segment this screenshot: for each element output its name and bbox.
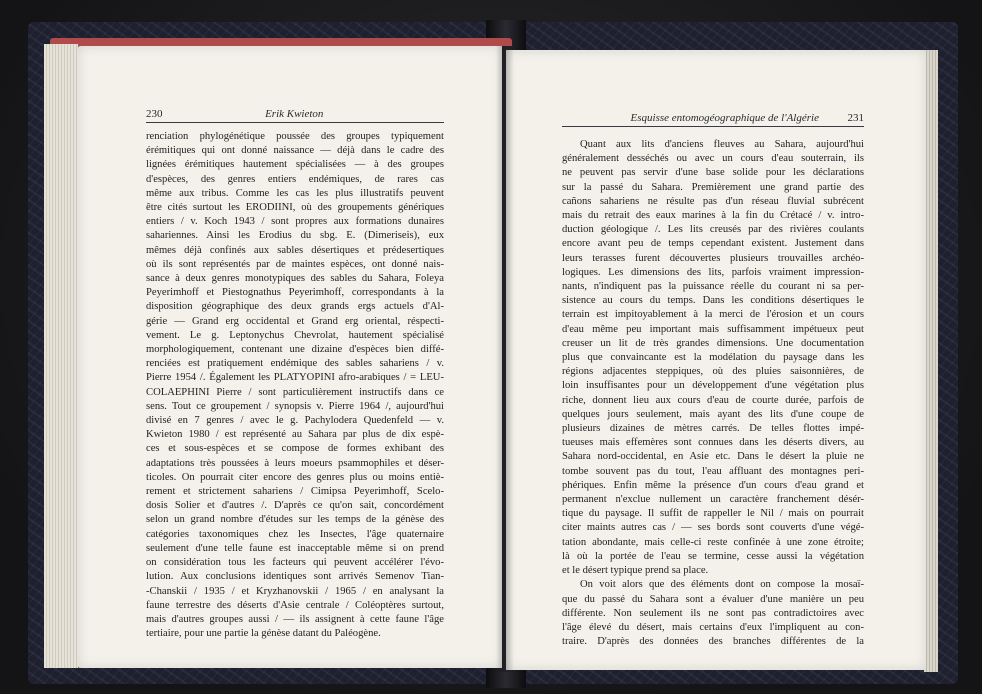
text-line: traire. D'après des données des branches différentes de la <box>562 636 864 648</box>
text-line: tation abondante, mais celle-ci reste confinée à une zone étroite; <box>562 536 864 548</box>
text-line: Kwieton 1980 / est représenté au Sahara par plus de dix espè- <box>146 429 444 441</box>
page-number: 231 <box>847 112 864 124</box>
text-line: d'espèces, des genres entiers endémiques, de rares cas <box>146 173 444 185</box>
text-line: et le désert typique prend sa place. <box>562 565 709 577</box>
text-line: selon un grand nombre d'études sur les temps de la génèse des <box>146 514 444 526</box>
text-line: tique du paysage. Il suffit de rappeller le Nil / mais on pourrait <box>562 508 864 520</box>
text-line: phériques. Enfin même la présence d'un cours d'eau grand et <box>562 479 864 491</box>
text-line: mais du retrait des eaux marines à la fin du Crétacé / v. intro- <box>562 210 864 222</box>
text-line: dosis Solier et d'autres /. D'après ce qu'on sait, concordément <box>146 500 444 512</box>
page-number: 230 <box>146 108 163 120</box>
running-title: Erik Kwieton <box>265 108 324 120</box>
text-line: tueuses mais effemères sont connues dans les déserts divers, au <box>562 437 864 449</box>
running-title: Esquisse entomogéographique de l'Algérie <box>630 112 819 124</box>
text-line: différente. Non seulement ils ne sont pas contradictoires avec <box>562 607 864 619</box>
text-line: sistence au cours du temps. Dans les conditions désertiques le <box>562 295 864 307</box>
text-line: être cités surtout les ERODIINI, où des groupements génériques <box>146 202 444 214</box>
text-line: terrain est impitoyablement à la merci de l'érosion et un cours <box>562 309 864 321</box>
text-line: Peyerimhoff et Piestognathus Peyerimhoff, correspondants à la <box>146 287 444 299</box>
text-line: que du passé du Sahara sont a évaluer d'une manière un peu <box>562 593 864 605</box>
text-line: adaptations très poussées à leurs moeurs psammophiles et déser- <box>146 457 444 469</box>
text-line: ces et sous-espèces et se compose de formes exhibant des <box>146 443 444 455</box>
text-line: d'eau même peu important mais suffisamment impétueux peut <box>562 323 864 335</box>
text-line: logiques. Les dimensions des lits, parfois vraiment impression- <box>562 266 864 278</box>
left-body-text <box>146 130 444 641</box>
text-line: On voit alors que des éléments dont on compose la mosaï- <box>580 579 864 591</box>
text-line: on considération tous les facteurs qui peuvent accélérer l'évo- <box>146 557 444 569</box>
text-line: là où la portée de l'eau se termine, cesse aussi la végétation <box>562 550 864 562</box>
text-line: sahariennes. Ainsi les Erodius du sbg. E. (Dimeriseis), eux <box>146 230 444 242</box>
text-line: plus que convaincante est la modélation du paysage dans les <box>562 352 864 364</box>
text-line: -Chanskii / 1935 / et Kryzhanovskii / 1965 / en analysant la <box>146 585 444 597</box>
text-line: seulement d'une telle faune est inacceptable même si on prend <box>146 542 444 554</box>
text-line: renciées est pratiquement endémique des sables sahariens / v. <box>146 358 444 370</box>
text-line: ne peuvent pas servir d'une base solide pour les déclarations <box>562 167 864 179</box>
text-line: tombe souvent pas du tout, l'eau affluant des montagnes peri- <box>562 465 864 477</box>
text-line: permanent n'exclue nullement un caractère franchement désér- <box>562 494 864 506</box>
text-line: rement et strictement sahariens / Cimipsa Peyerimhoff, Scelo- <box>146 486 444 498</box>
text-line: plusieurs dizaines de mètres carrés. De telles flottes impé- <box>562 423 864 435</box>
text-line: citer maints autres cas / — ses bords sont couverts d'une végé- <box>562 522 864 534</box>
text-line: loin insuffisantes pour un développement d'une végétation plus <box>562 380 864 392</box>
text-line: érémitiques qui ont donné naissance — déjà dans le cadre des <box>146 145 444 157</box>
text-line: où ils sont représentés par de maintes espèces, ont donné nais- <box>146 258 444 270</box>
text-line: quelques jours seulement, mais ayant des lits d'une coupe de <box>562 408 864 420</box>
text-line: Quant aux lits d'anciens fleuves au Sahara, aujourd'hui <box>580 139 864 150</box>
text-line: tertiaire, pour une partie la génèse datant du Paléogène. <box>146 628 381 640</box>
text-line: mêmes déjà confinés aux sables désertiques et prédesertiques <box>146 244 444 256</box>
red-page-edge <box>50 38 512 46</box>
left-page <box>78 46 502 668</box>
text-line: duction géologique /. Les lits creusés par des rivières coulants <box>562 224 864 236</box>
text-line: sance à deux genres monotypiques des sables du Sahara, Foleya <box>146 273 444 285</box>
right-running-head <box>562 110 864 127</box>
text-line: mais d'autres groupes aussi / — ils assignent à cette faune l'âge <box>146 613 444 625</box>
right-page-stack <box>924 50 938 672</box>
text-line: riche, donnent lieu aux cours d'eau de courte durée, parfois de <box>562 394 864 406</box>
text-line: renciation phylogénétique poussée des groupes typiquement <box>146 131 444 142</box>
left-running-head <box>146 106 444 123</box>
text-line: vement. Le g. Leptonychus Chevrolat, hautement spécialisé <box>146 329 444 341</box>
text-line: régions adjacentes steppiques, où des pluies saisonnières, de <box>562 366 864 378</box>
text-line: divisé en 7 genres / avec le g. Pachylodera Quedenfeld — v. <box>146 415 444 427</box>
text-line: sens. Tout ce groupement / synopsis v. Pierre 1964 /, aujourd'hui <box>146 400 444 412</box>
text-line: sur la passé du Sahara. Premièrement une grand partie des <box>562 181 864 193</box>
text-line: creuser un lit de très grandes dimensions. Une documentation <box>562 337 864 349</box>
text-line: COLAEPHINI Pierre / sont particulièrement instructifs dans ce <box>146 386 444 398</box>
right-body-text <box>562 138 864 649</box>
text-line: nants, n'indiquent pas la puissance réelle du courant ni sa per- <box>562 281 864 293</box>
text-line: généralement desséchés ou avec un cours d'eau souterrain, ils <box>562 153 864 165</box>
left-page-stack <box>44 44 78 668</box>
text-line: catégories taxonomiques chez les Insectes, l'âge quaternaire <box>146 528 444 540</box>
text-line: cañons sahariens ne résulte pas d'un réseau fluvial subrécent <box>562 195 864 207</box>
text-line: gérie — Grand erg occidental et Grand erg oriental, réspecti- <box>146 315 444 327</box>
text-line: l'âge élevé du désert, mais certains d'eux l'impliquent au con- <box>562 621 864 633</box>
right-page <box>506 50 926 670</box>
text-line: Sahara nord-occidental, en Asie etc. Dans le désert la pluie ne <box>562 451 864 463</box>
text-line: lution. Aux conclusions identiques sont arrivés Semenov Tian- <box>146 571 444 583</box>
text-line: encore avant peu de temps cependant existent. Justement dans <box>562 238 864 250</box>
book-gutter <box>496 46 514 672</box>
text-line: lignées érémitiques hautement spécialisées — à des groupes <box>146 159 444 171</box>
text-line: entiers / v. Koch 1943 / sont propres aux formations dunaires <box>146 216 444 228</box>
text-line: ticoles. On pourrait citer encore des genres plus ou moins entiè- <box>146 471 444 483</box>
text-line: leurs terasses furent découvertes plusieurs trouvailles archéo- <box>562 252 864 264</box>
text-line: même aux tribus. Comme les cas les plus illustratifs peuvent <box>146 187 444 199</box>
text-line: Pierre 1954 /. Également les PLATYOPINI afro-arabiques / = LEU- <box>146 372 444 384</box>
text-line: faune terrestre des déserts d'Asie centrale / Coléoptères surtout, <box>146 599 444 611</box>
text-line: morphologiquement, contenant une dizaine d'espèces bien diffé- <box>146 344 444 356</box>
text-line: disposition géographique des deux grands ergs actuels d'Al- <box>146 301 444 313</box>
